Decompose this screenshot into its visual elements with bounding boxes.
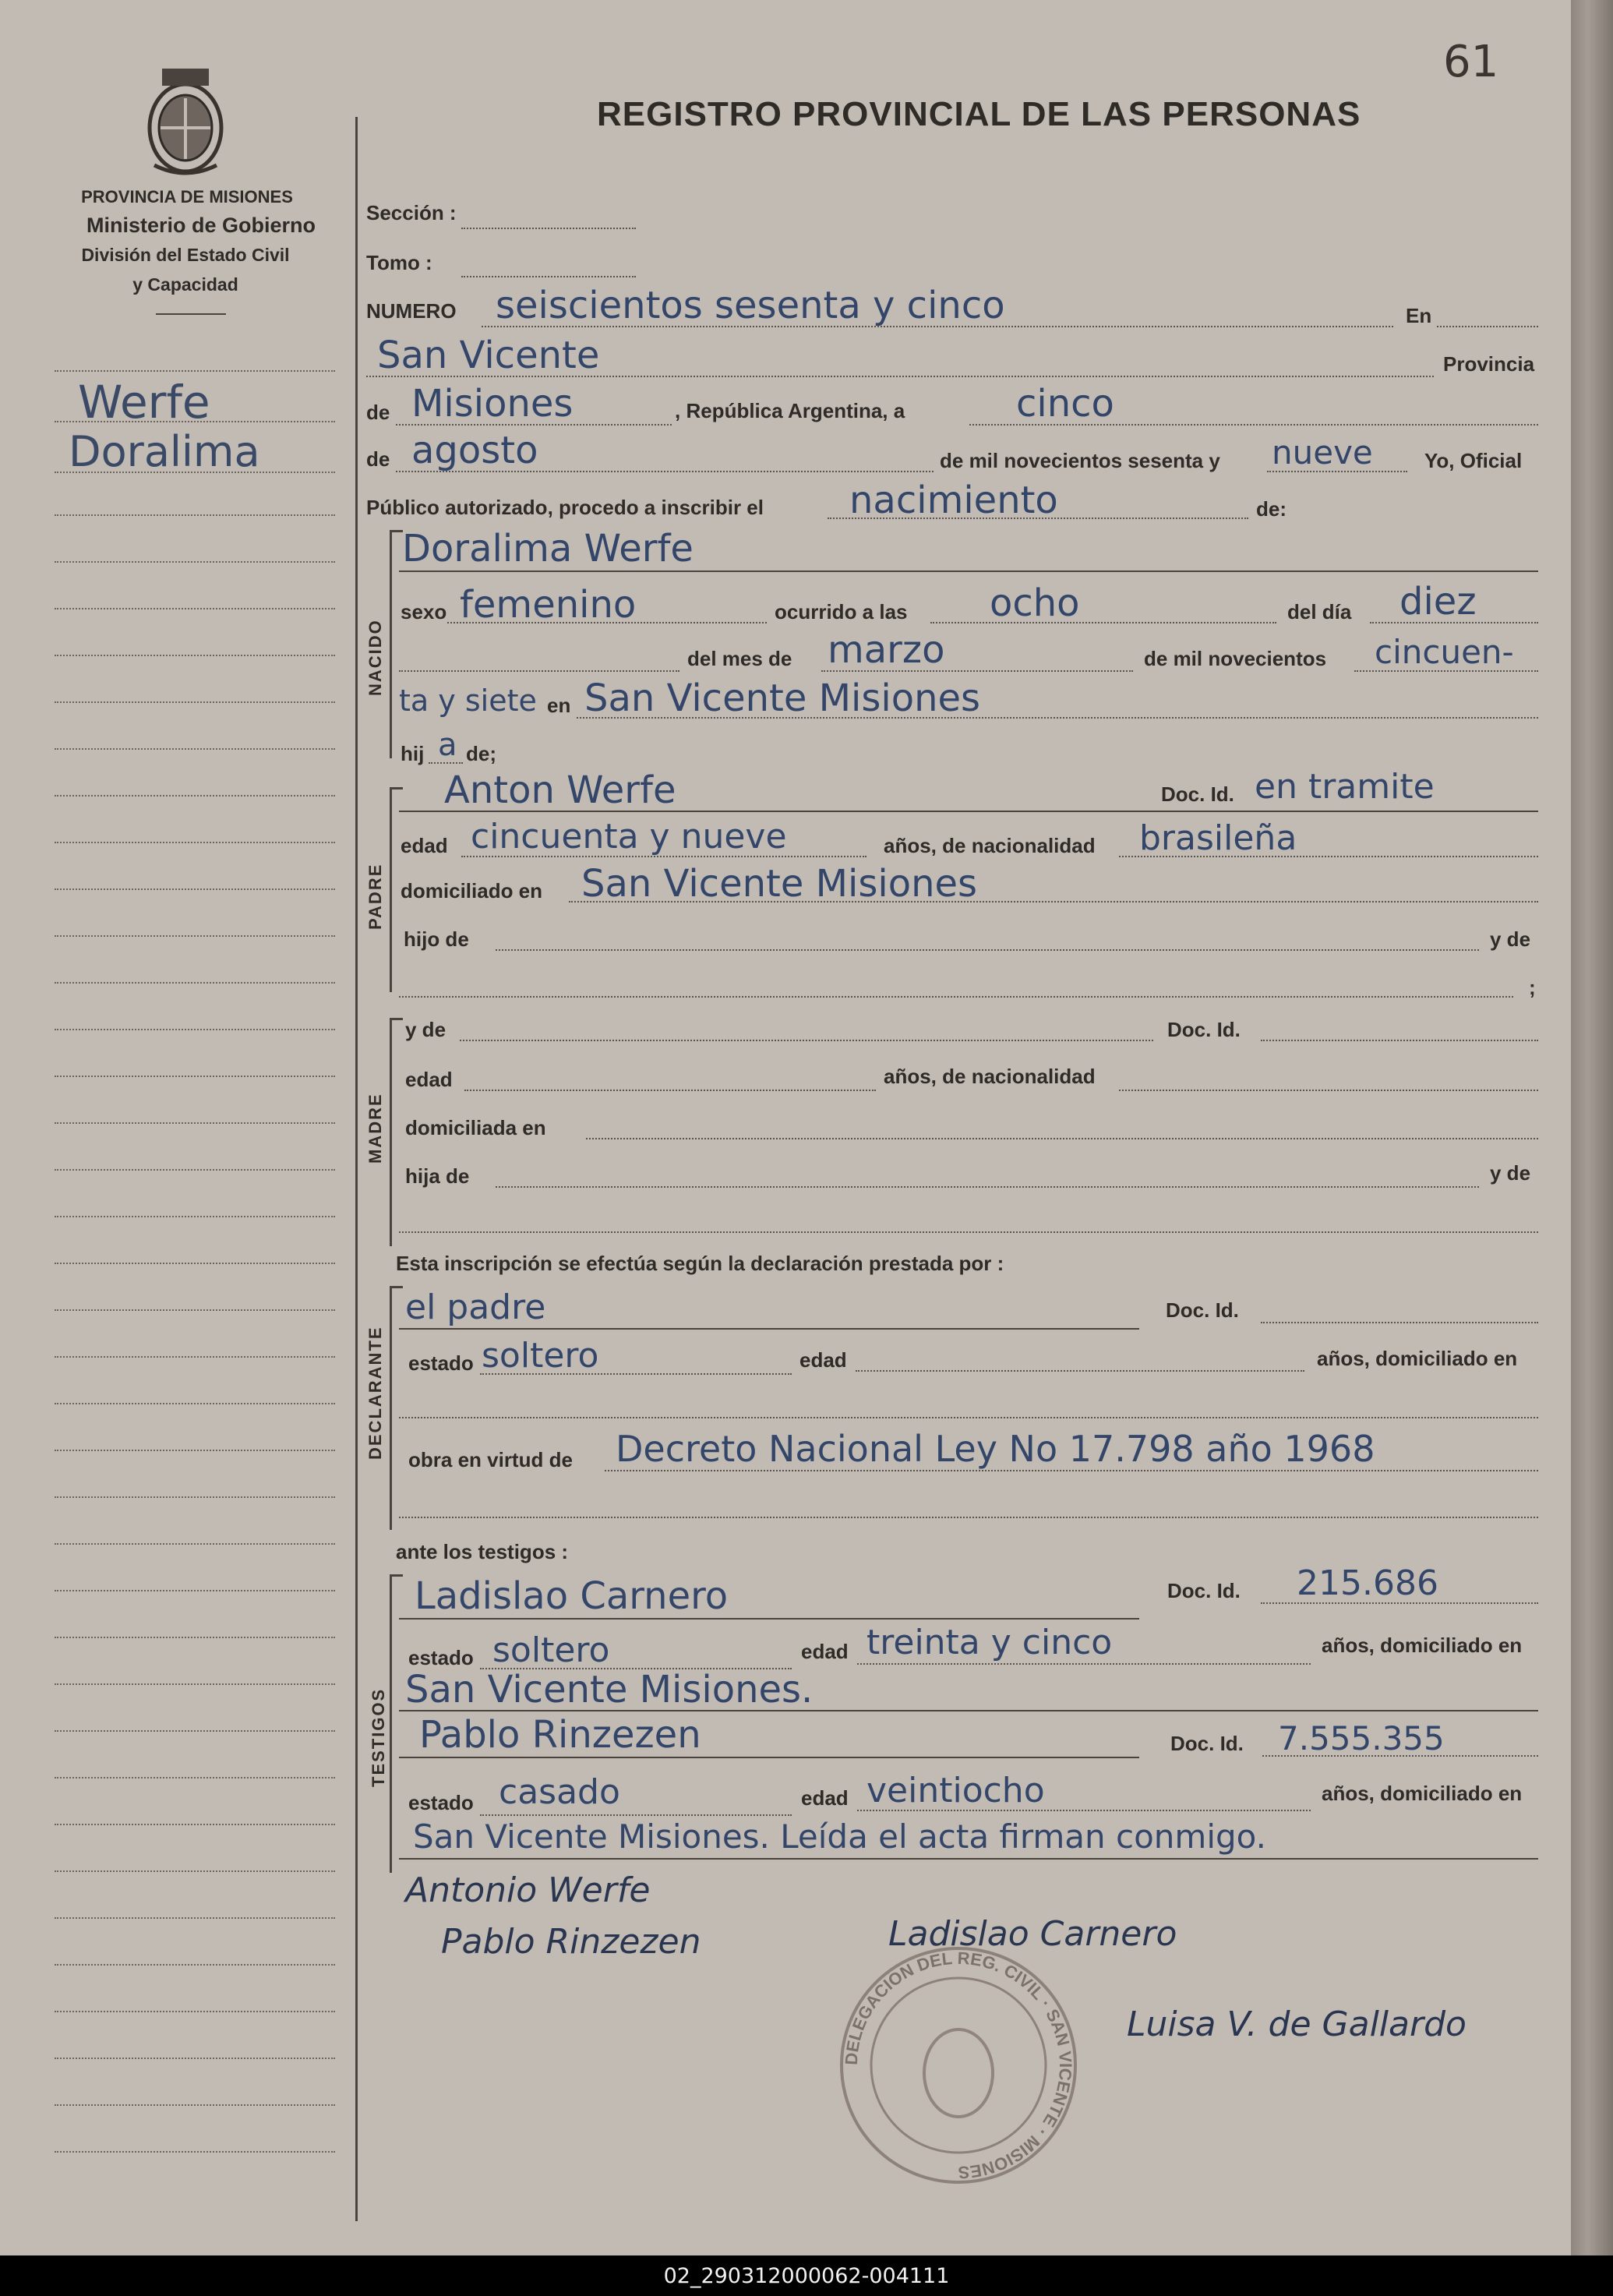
stamp-text: DELEGACION DEL REG. CIVIL · SAN VICENTE · MISIONES	[841, 1948, 1076, 2183]
label-del-mes: del mes de	[687, 647, 792, 670]
margin-rule	[55, 795, 335, 797]
margin-rule	[55, 2011, 335, 2012]
value-numero: seiscientos sesenta y cinco	[496, 284, 1005, 327]
registry-stamp	[834, 1941, 1083, 2190]
label-republica: , República Argentina, a	[675, 399, 905, 422]
margin-surname: Werfe	[78, 376, 210, 429]
label-testigo2-anos-dom: años, domiciliado en	[1322, 1782, 1523, 1805]
label-padre-anos-nac: años, de nacionalidad	[884, 834, 1096, 857]
label-testigo2-doc: Doc. Id.	[1170, 1732, 1244, 1755]
label-obra: obra en virtud de	[408, 1448, 573, 1471]
margin-rule	[55, 370, 335, 372]
label-numero: NUMERO	[366, 299, 457, 323]
label-de-mil: de mil novecientos sesenta y	[940, 449, 1220, 472]
coat-of-arms-icon	[139, 64, 232, 179]
value-hora: ocho	[990, 581, 1080, 625]
margin-rule	[55, 1076, 335, 1077]
org-ministry: Ministerio de Gobierno	[86, 214, 316, 237]
label-padre-edad: edad	[401, 834, 448, 857]
declarante-field	[399, 1328, 1139, 1330]
obra-field	[605, 1470, 1538, 1471]
madre-y-de-field	[399, 1231, 1538, 1233]
value-dia-inscripcion: cinco	[1016, 382, 1114, 426]
label-madre-y-de: y de	[405, 1018, 446, 1041]
margin-rule	[55, 1169, 335, 1171]
value-testigo2-doc: 7.555.355	[1278, 1719, 1445, 1757]
org-division: División del Estado Civil	[81, 245, 290, 265]
margin-rule	[55, 1122, 335, 1124]
section-label-padre: PADRE	[365, 863, 385, 930]
label-hij: hij	[401, 742, 425, 765]
value-testigo2-estado: casado	[499, 1772, 620, 1812]
signature-ladislao-carnero: Ladislao Carnero	[888, 1914, 1177, 1954]
footer-identifier: 02_290312000062-004111	[663, 2264, 950, 2288]
label-declarante-doc: Doc. Id.	[1166, 1298, 1239, 1322]
signature-oficial: Luisa V. de Gallardo	[1127, 2005, 1467, 2044]
testigo2-estado-field	[480, 1814, 792, 1816]
testigo1-edad-field	[857, 1663, 1311, 1665]
margin-rule	[55, 1590, 335, 1591]
value-obra: Decreto Nacional Ley No 17.798 año 1968	[616, 1428, 1375, 1470]
value-mes: marzo	[828, 628, 945, 672]
label-madre-edad: edad	[405, 1068, 453, 1091]
label-en: En	[1406, 304, 1432, 327]
margin-rule	[55, 982, 335, 984]
section-label-nacido: NACIDO	[365, 619, 385, 696]
label-padre-dom: domiciliado en	[401, 879, 543, 903]
label-madre-doc: Doc. Id.	[1167, 1018, 1241, 1041]
label-testigo1-edad: edad	[801, 1640, 849, 1663]
margin-rule	[55, 1870, 335, 1872]
value-padre-edad: cincuenta y nueve	[471, 817, 787, 857]
label-madre-y-de-2: y de	[1490, 1161, 1531, 1185]
label-declarante-edad: edad	[799, 1348, 847, 1372]
value-hij-suffix: a	[438, 727, 457, 763]
section-bracket-madre	[390, 1018, 403, 1246]
value-acta: nacimiento	[849, 479, 1058, 522]
label-inscripcion: Esta inscripción se efectúa según la declaración prestada por :	[396, 1252, 1004, 1275]
margin-given-name: Doralima	[69, 427, 260, 476]
value-testigo1-dom: San Vicente Misiones.	[405, 1668, 814, 1711]
section-bracket-nacido	[390, 530, 403, 758]
label-declarante-anos-dom: años, domiciliado en	[1317, 1347, 1518, 1370]
margin-rule	[55, 1450, 335, 1451]
margin-rule	[55, 514, 335, 516]
margin-rule	[55, 1777, 335, 1779]
label-sexo: sexo	[401, 600, 447, 623]
value-padre-nombre: Anton Werfe	[444, 768, 676, 812]
margin-rule	[55, 1543, 335, 1545]
label-testigo1-estado: estado	[408, 1646, 474, 1669]
declarante-dom-field	[399, 1417, 1538, 1418]
margin-rule	[55, 842, 335, 843]
margin-rule	[55, 655, 335, 656]
margin-rule	[55, 561, 335, 563]
label-provincia: Provincia	[1443, 352, 1535, 376]
label-semicolon: ;	[1529, 976, 1536, 999]
value-padre-doc: en tramite	[1255, 767, 1435, 807]
margin-rule	[55, 2151, 335, 2153]
margin-rule	[55, 1637, 335, 1638]
testigo2-dom-field	[399, 1858, 1538, 1860]
value-dia: diez	[1399, 580, 1477, 623]
label-de-mes: de	[366, 447, 390, 471]
value-testigo2-dom: San Vicente Misiones. Leída el acta firman conmigo.	[413, 1817, 1266, 1856]
madre-dom-field	[586, 1138, 1538, 1139]
seccion-field	[461, 228, 636, 229]
signature-antonio-werfe: Antonio Werfe	[405, 1870, 651, 1910]
value-provincia: Misiones	[411, 382, 574, 426]
tomo-field	[461, 276, 636, 277]
document-title: REGISTRO PROVINCIAL DE LAS PERSONAS	[597, 95, 1361, 133]
value-nombre: Doralima Werfe	[402, 527, 694, 570]
label-yo-oficial: Yo, Oficial	[1424, 449, 1523, 472]
value-testigo1-edad: treinta y cinco	[867, 1623, 1113, 1662]
margin-rule	[55, 1263, 335, 1264]
value-lugar: San Vicente	[377, 334, 600, 377]
madre-edad-field	[464, 1090, 876, 1091]
label-de-semi: de;	[466, 742, 496, 765]
testigo1-field	[399, 1618, 1139, 1620]
label-de-provincia: de	[366, 401, 390, 424]
value-testigo1: Ladislao Carnero	[415, 1574, 729, 1618]
section-bracket-declarante	[390, 1286, 403, 1530]
section-label-declarante: DECLARANTE	[365, 1326, 385, 1460]
label-de-colon: de:	[1256, 497, 1287, 521]
value-anio-nac-2: ta y siete	[399, 684, 537, 718]
value-anio-nac-1: cincuen-	[1375, 633, 1514, 671]
label-padre-y-de: y de	[1490, 927, 1531, 951]
padre-hijo-de-field	[496, 949, 1479, 951]
madre-nombre-field	[460, 1040, 1153, 1041]
value-lugar-nac: San Vicente Misiones	[584, 676, 981, 720]
value-mes-inscripcion: agosto	[411, 429, 538, 472]
obra-continuation-field	[399, 1517, 1538, 1518]
label-padre-hijo-de: hijo de	[404, 927, 469, 951]
margin-rule	[55, 1403, 335, 1404]
value-testigo1-doc: 215.686	[1297, 1563, 1438, 1603]
margin-rule	[55, 1029, 335, 1030]
value-anio: nueve	[1272, 433, 1373, 472]
margin-rule	[55, 1216, 335, 1217]
page-binding-edge	[1571, 0, 1613, 2255]
margin-rule	[55, 1824, 335, 1825]
label-testigos: ante los testigos :	[396, 1540, 569, 1563]
margin-rule	[55, 1496, 335, 1498]
label-tomo: Tomo :	[366, 251, 432, 274]
value-declarante-estado: soltero	[482, 1336, 599, 1376]
value-padre-nac: brasileña	[1139, 818, 1297, 858]
madre-nac-field	[1119, 1090, 1538, 1091]
margin-rule	[55, 1683, 335, 1685]
label-en-lugar: en	[547, 694, 571, 717]
page-number: 61	[1443, 37, 1499, 87]
label-seccion: Sección :	[366, 201, 457, 224]
label-testigo2-edad: edad	[801, 1786, 849, 1810]
margin-rule	[55, 888, 335, 890]
margin-rule	[55, 2104, 335, 2106]
label-declarante-estado: estado	[408, 1351, 474, 1375]
label-testigo2-estado: estado	[408, 1791, 474, 1814]
label-madre-anos-nac: años, de nacionalidad	[884, 1065, 1096, 1088]
margin-rule	[55, 935, 335, 937]
mes-prefix-field	[399, 670, 679, 672]
testigo2-field	[399, 1757, 1139, 1758]
en-field	[1437, 326, 1538, 327]
value-declarante: el padre	[405, 1288, 546, 1327]
value-testigo2: Pablo Rinzezen	[419, 1713, 701, 1757]
declarante-edad-field	[856, 1370, 1304, 1372]
margin-rule	[55, 1964, 335, 1966]
label-madre-hija-de: hija de	[405, 1164, 470, 1188]
section-label-testigos: TESTIGOS	[369, 1687, 388, 1787]
label-padre-doc: Doc. Id.	[1161, 782, 1234, 806]
margin-rule	[55, 748, 335, 750]
declarante-doc-field	[1261, 1322, 1538, 1323]
margin-rule	[55, 1917, 335, 1919]
value-sexo: femenino	[460, 583, 637, 627]
label-publico: Público autorizado, procedo a inscribir el	[366, 496, 764, 519]
margin-rule	[55, 608, 335, 609]
margin-rule	[55, 2058, 335, 2059]
madre-hija-de-field	[496, 1186, 1479, 1188]
org-province: PROVINCIA DE MISIONES	[81, 187, 293, 207]
margin-divider	[355, 117, 358, 2221]
label-madre-dom: domiciliada en	[405, 1116, 546, 1139]
margin-rule	[55, 701, 335, 703]
hora-field	[930, 622, 1276, 623]
label-de-mil-nov: de mil novecientos	[1144, 647, 1327, 670]
org-capacity: y Capacidad	[132, 274, 238, 295]
section-label-madre: MADRE	[365, 1093, 385, 1164]
label-ocurrido: ocurrido a las	[775, 600, 908, 623]
margin-rule	[55, 1356, 335, 1358]
padre-y-de-field	[399, 996, 1513, 998]
nombre-field	[399, 570, 1538, 572]
label-testigo1-doc: Doc. Id.	[1167, 1579, 1241, 1602]
margin-rule	[55, 1730, 335, 1732]
value-testigo2-edad: veintiocho	[867, 1771, 1045, 1810]
label-testigo1-anos-dom: años, domiciliado en	[1322, 1634, 1523, 1657]
margin-rule	[55, 1309, 335, 1311]
value-padre-dom: San Vicente Misiones	[581, 862, 978, 906]
value-testigo1-estado: soltero	[492, 1630, 610, 1670]
madre-doc-field	[1261, 1040, 1538, 1041]
label-del-dia: del día	[1287, 600, 1352, 623]
signature-pablo-rinzezen: Pablo Rinzezen	[441, 1922, 701, 1962]
org-divider	[156, 313, 226, 315]
